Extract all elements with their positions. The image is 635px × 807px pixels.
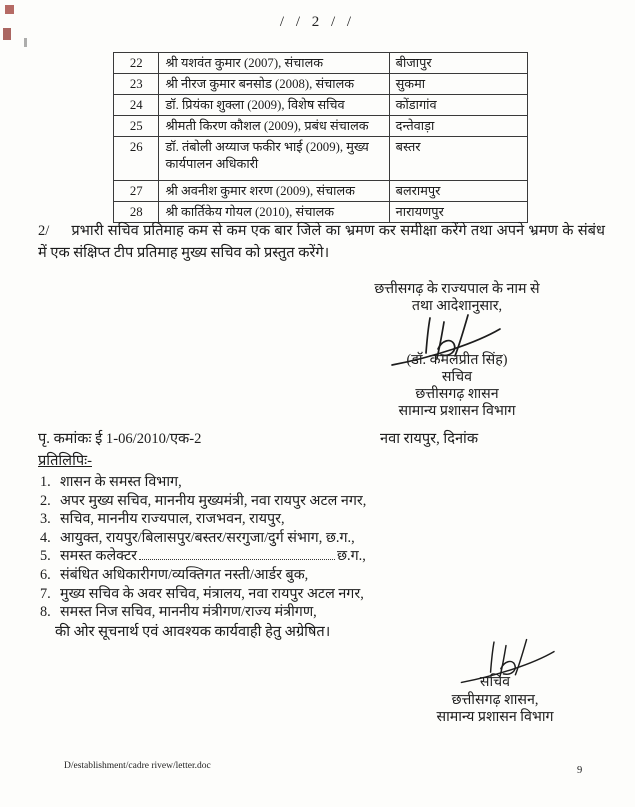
district-cell: बलरामपुर [389,181,527,202]
district-cell: दन्तेवाड़ा [389,116,527,137]
officer-name-cell: डॉ. प्रियंका शुक्ला (2009), विशेष सचिव [159,95,389,116]
serial-cell: 23 [114,74,159,95]
page-number: 9 [577,765,583,776]
scan-smudge [24,38,27,47]
list-item: 4. आयुक्त, रायपुर/बिलासपुर/बस्तर/सरगुजा/दुर्ग संभाग, छ.ग., [40,529,355,546]
serial-cell: 28 [114,202,159,223]
serial-cell: 27 [114,181,159,202]
list-item: 5. समस्त कलेक्टर छ.ग., [40,548,366,565]
serial-cell: 25 [114,116,159,137]
scan-red-mark [5,5,14,14]
signatory-dept: सामान्य प्रशासन विभाग [398,403,516,419]
signature-block-footer [400,674,590,727]
signature-block-order [328,281,586,420]
signatory-name: (डॉ. कमलप्रीत सिंह) [406,352,508,368]
officers-table [113,52,528,223]
signatory-title: सचिव [479,674,511,690]
order-line-1: छत्तीसगढ़ के राज्यपाल के नाम से [374,281,540,297]
closing-line: की ओर सूचनार्थ एवं आवश्यक कार्यवाही हेतु अग्रेषित। [55,624,331,640]
serial-cell: 26 [114,137,159,181]
copies-list [40,473,600,622]
list-item: 6. संबंधित अधिकारीगण/व्यक्तिगत नस्ती/आर्डर बुक, [40,566,309,583]
district-cell: बस्तर [389,137,527,181]
serial-cell: 24 [114,95,159,116]
order-line-2: तथा आदेशानुसार, [411,298,503,314]
officer-name-cell: श्री कार्तिकेय गोयल (2010), संचालक [159,202,389,223]
signature-area [328,315,586,352]
signatory-org: छत्तीसगढ़ शासन [415,386,499,402]
paragraph-2 [38,220,605,264]
signature-scribble-icon [388,313,528,367]
table-row [114,95,528,116]
reference-line [38,428,605,448]
district-cell: बीजापुर [389,53,527,74]
district-cell: सुकमा [389,74,527,95]
officer-name-cell: डॉ. तंबोली अय्याज फकीर भाई (2009), मुख्य कार्यपालन अधिकारी [159,137,389,181]
table-row [114,137,528,181]
page-number-header: / / 2 / / [279,14,356,30]
table-row [114,181,528,202]
signatory-dept: सामान्य प्रशासन विभाग [436,709,554,725]
dotted-fill-line [139,548,335,560]
document-file-path: D/establishment/cadre rivew/letter.doc [64,761,211,771]
table-row [114,116,528,137]
signatory-title: सचिव [441,369,473,385]
officer-name-cell: श्रीमती किरण कौशल (2009), प्रबंध संचालक [159,116,389,137]
district-cell: नारायणपुर [389,202,527,223]
copies-heading: प्रतिलिपिः- [38,453,92,469]
serial-cell: 22 [114,53,159,74]
list-item: 3. सचिव, माननीय राज्यपाल, राजभवन, रायपुर, [40,511,285,528]
table-row [114,53,528,74]
officer-name-cell: श्री यशवंत कुमार (2007), संचालक [159,53,389,74]
signature-scribble-icon [458,636,578,686]
paragraph-number: 2/ [38,223,50,239]
officer-name-cell: श्री अवनीश कुमार शरण (2009), संचालक [159,181,389,202]
list-item: 8. समस्त निज सचिव, माननीय मंत्रीगण/राज्य मंत्रीगण, [40,604,317,621]
table-row [114,74,528,95]
officer-name-cell: श्री नीरज कुमार बनसोड (2008), संचालक [159,74,389,95]
signatory-org: छत्तीसगढ़ शासन, [451,691,539,708]
district-cell: कोंडागांव [389,95,527,116]
paragraph-text: प्रभारी सचिव प्रतिमाह कम से कम एक बार जिले का भ्रमण कर समीक्षा करेंगे तथा अपने भ्रमण के संबंध में एक संक्षिप्त टीप प्रतिमाह मुख्य सचिव को प्रस्तुत करेंगे। [38,223,605,262]
reference-number: पृ. कमांकः ई 1-06/2010/एक-2 [38,431,202,447]
list-item: 7. मुख्य सचिव के अवर सचिव, मंत्रालय, नवा रायपुर अटल नगर, [40,585,364,602]
list-item: 1. शासन के समस्त विभाग, [40,474,182,490]
list-item: 2. अपर मुख्य सचिव, माननीय मुख्यमंत्री, नवा रायपुर अटल नगर, [40,492,367,509]
place-date: नवा रायपुर, दिनांक [380,431,479,447]
